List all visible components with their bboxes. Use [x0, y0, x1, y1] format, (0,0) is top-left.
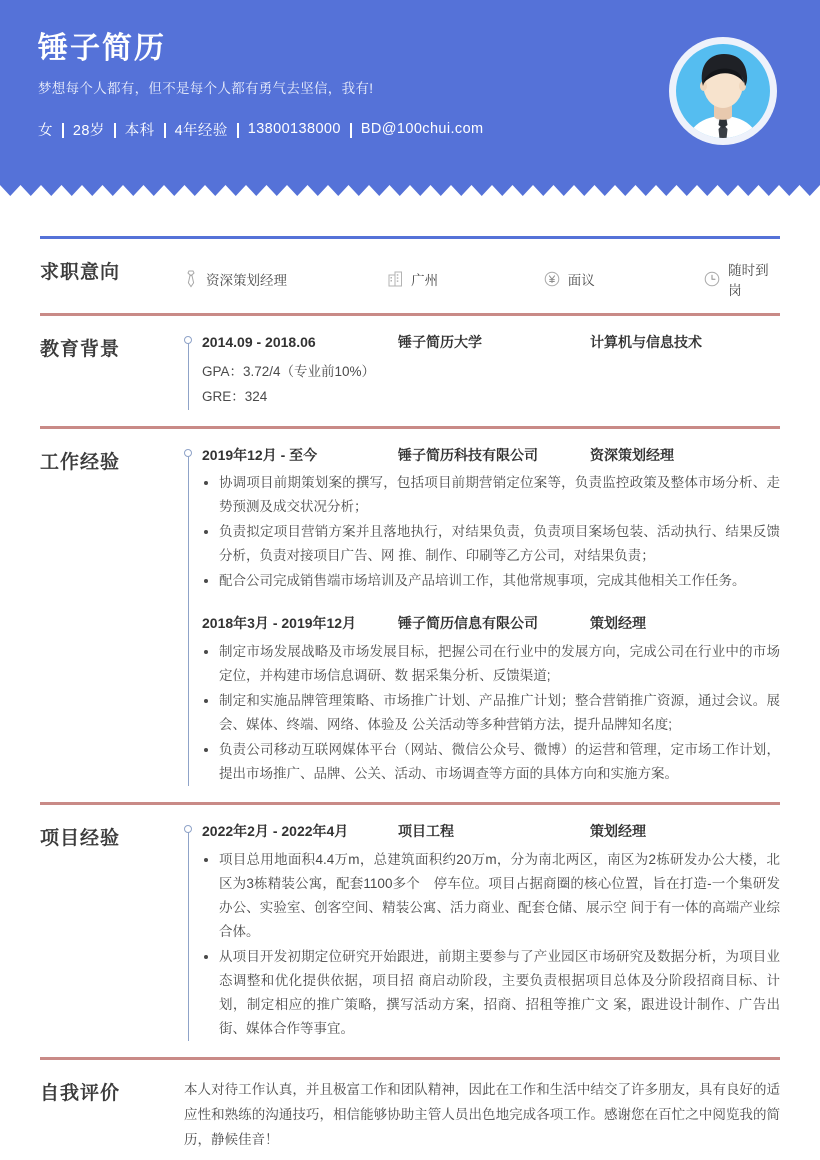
section-title-self-evaluation: 自我评价: [40, 1082, 121, 1104]
project-role: 策划经理: [590, 823, 646, 840]
section-project-experience: [40, 805, 780, 1057]
page-title: 锤子简历: [38, 32, 166, 65]
education-gre: GRE：324: [202, 388, 268, 404]
intent-availability-label: 随时到岗: [728, 263, 769, 298]
intent-city-label: 广州: [411, 273, 439, 288]
list-item: 制定市场发展战略及市场发展目标，把握公司在行业中的发展方向，完成公司在行业中的市场定位，并构建市场信息调研、数 据采集分析、反馈渠道;: [202, 640, 780, 688]
education-details: [202, 360, 780, 410]
work-role: 资深策划经理: [590, 446, 674, 463]
education-major: 计算机与信息技术: [590, 334, 702, 350]
timeline-work: [184, 445, 780, 787]
meta-separator-icon: [62, 123, 64, 138]
timeline-dot-icon: [184, 336, 192, 344]
work-entry-head: [202, 445, 780, 467]
intent-item-salary: [544, 269, 704, 289]
intent-item-availability: [704, 259, 780, 299]
list-item: 制定和实施品牌管理策略、市场推广计划、产品推广计划；整合营销推广资源，通过会议。展会、媒体、终端、网络、体验及 公关活动等多种营销方法，提升品牌知名度;: [202, 689, 780, 737]
education-gpa: GPA：3.72/4（专业前10%）: [202, 363, 376, 379]
meta-email: BD@100chui.com: [360, 121, 484, 137]
list-item: 负责拟定项目营销方案并且落地执行，对结果负责，负责项目案场包装、活动执行、结果反馈分析，负责对接项目广告、网 推、制作、印刷等乙方公司，对结果负责；: [202, 520, 780, 568]
section-body-self-evaluation: [170, 1076, 780, 1153]
timeline-dot-icon: [184, 449, 192, 457]
intent-position-label: 资深策划经理: [206, 273, 287, 288]
timeline-education: [184, 332, 780, 410]
meta-separator-icon: [237, 123, 239, 138]
resume-body: [0, 196, 820, 1160]
project-entry: [202, 821, 780, 1041]
header-spacer: [40, 196, 780, 236]
education-date: 2014.09 - 2018.06: [202, 334, 316, 350]
timeline-project: [184, 821, 780, 1041]
job-intention-row: [184, 255, 780, 299]
zigzag-edge-icon: [0, 181, 820, 196]
section-job-intention: [40, 239, 780, 313]
section-title-work-experience: 工作经验: [40, 451, 121, 473]
avatar-illustration-icon: [668, 36, 778, 146]
list-item: 协调项目前期策划案的撰写，包括项目前期营销定位案等，负责监控政策及整体市场分析、走势预测及成交状况分析；: [202, 471, 780, 519]
work-date: 2018年3月 - 2019年12月: [202, 615, 357, 632]
avatar: [668, 36, 778, 146]
work-company: 锤子简历科技有限公司: [398, 446, 538, 463]
section-body-work-experience: [170, 445, 780, 789]
meta-age: 28岁: [72, 122, 105, 139]
work-duties-list: [202, 640, 780, 786]
work-role: 策划经理: [590, 615, 646, 632]
section-title-project-experience: 项目经验: [40, 828, 121, 850]
intent-salary-label: 面议: [567, 273, 595, 288]
clock-icon: [704, 271, 720, 287]
project-entry-head: [202, 821, 780, 843]
list-item: 项目总用地面积4.4万m，总建筑面积约20万m，分为南北两区，南区为2栋研发办公大楼，北区为3栋精装公寓，配套1100多个 停车位。项目占据商圈的核心位置，旨在打造-一个集研发办公、实验室、创客空间、精装公寓、活力商业、配套仓储、展示空 间于有一体的高端产业综合体。: [202, 848, 780, 944]
section-self-evaluation: [40, 1060, 780, 1160]
section-education: [40, 316, 780, 426]
meta-phone: 13800138000: [247, 121, 341, 137]
building-icon: [388, 271, 403, 287]
necktie-icon: [184, 270, 198, 288]
header-tagline: 梦想每个人都有，但不是每个人都有勇气去坚信，我有!: [38, 80, 374, 96]
project-name: 项目工程: [398, 823, 454, 840]
education-entry-head: [202, 332, 780, 354]
yen-circle-icon: [544, 271, 560, 287]
meta-separator-icon: [350, 123, 352, 138]
section-work-experience: [40, 429, 780, 803]
list-item: 负责公司移动互联网媒体平台（网站、微信公众号、微博）的运营和管理，定市场工作计划，提出市场推广、品牌、公关、活动、市场调查等方面的具体方向和实施方案。: [202, 738, 780, 786]
education-school: 锤子简历大学: [398, 334, 482, 350]
project-details-list: [202, 848, 780, 1041]
resume-header: [0, 0, 820, 196]
meta-experience: 4年经验: [174, 122, 228, 139]
intent-item-position: [184, 269, 388, 289]
work-entry-head: [202, 613, 780, 635]
self-evaluation-text: 本人对待工作认真，并且极富工作和团队精神，因此在工作和生活中结交了许多朋友，具有良好的适应性和熟练的沟通技巧，相信能够协助主管人员出色地完成各项工作。感谢您在百忙之中阅览我的简历，静候佳音！: [184, 1081, 780, 1147]
timeline-dot-icon: [184, 825, 192, 833]
section-title-education: 教育背景: [40, 339, 121, 360]
meta-separator-icon: [114, 123, 116, 138]
work-entry: [202, 445, 780, 594]
work-date: 2019年12月 - 至今: [202, 446, 318, 463]
meta-separator-icon: [164, 123, 166, 138]
section-title-job-intention: 求职意向: [40, 262, 121, 283]
list-item: 配合公司完成销售端市场培训及产品培训工作，其他常规事项，完成其他相关工作任务。: [202, 569, 780, 593]
work-duties-list: [202, 471, 780, 593]
section-body-job-intention: [170, 255, 780, 299]
meta-gender: 女: [38, 122, 53, 139]
education-entry: [202, 332, 780, 410]
section-body-project-experience: [170, 821, 780, 1043]
work-company: 锤子简历信息有限公司: [398, 615, 538, 632]
project-date: 2022年2月 - 2022年4月: [202, 823, 349, 840]
work-entry: [202, 613, 780, 786]
meta-degree: 本科: [124, 122, 155, 139]
intent-item-city: [388, 269, 544, 289]
section-body-education: [170, 332, 780, 412]
list-item: 从项目开发初期定位研究开始跟进，前期主要参与了产业园区市场研究及数据分析，为项目业态调整和优化提供依据，项目招 商启动阶段，主要负责根据项目总体及分阶段招商目标、计划，制定相应的推广策略，撰写活动方案，招商、招租等推广文 案，跟进设计制作、广告出街、媒体合作等事宜。: [202, 945, 780, 1041]
